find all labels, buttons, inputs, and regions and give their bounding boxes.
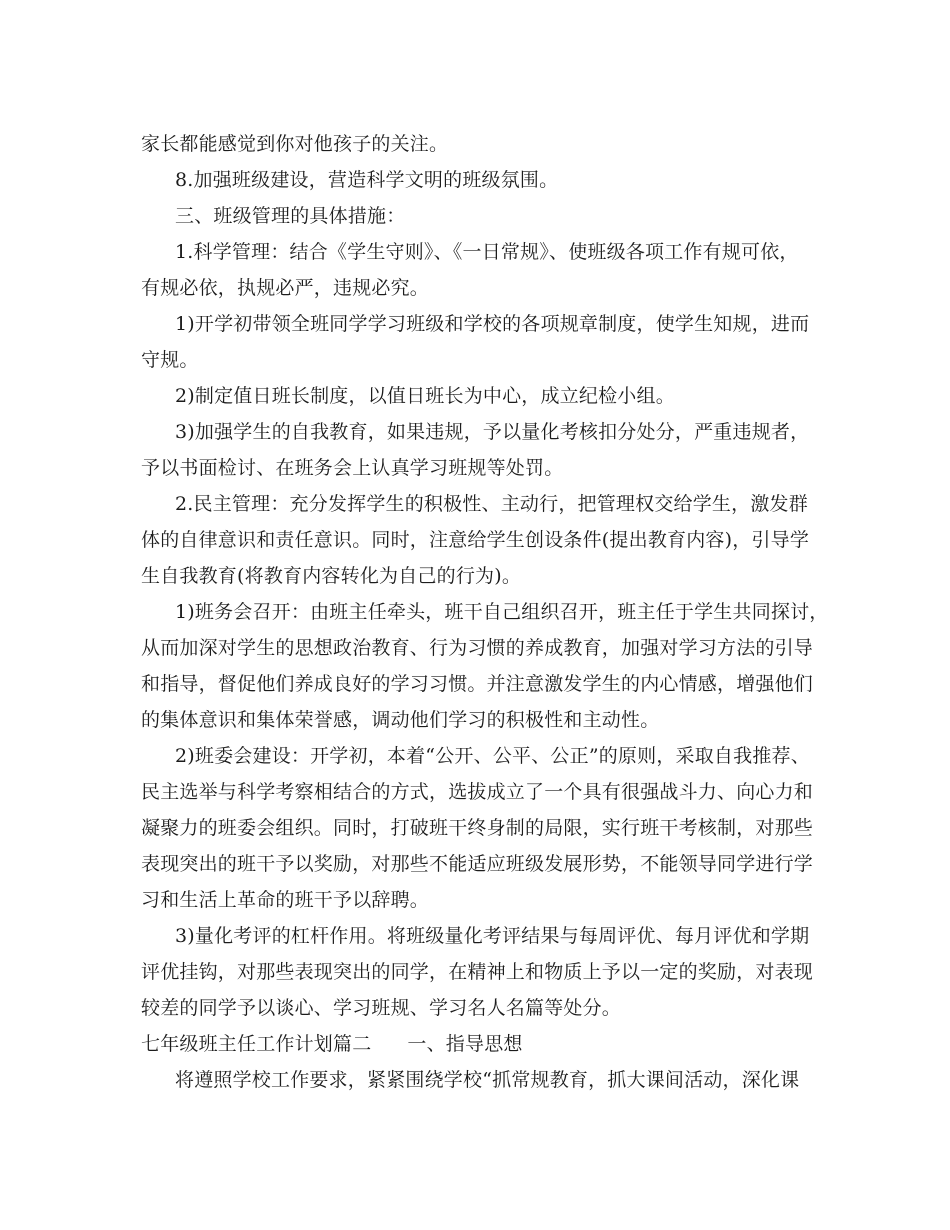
section-subtitle: 一、指导思想 <box>407 1033 523 1055</box>
paragraph-line: 3)量化考评的杠杆作用。将班级量化考评结果与每周评优、每月评优和学期 <box>175 925 810 947</box>
paragraph-line: 1)开学初带领全班同学学习班级和学校的各项规章制度，使学生知规，进而 <box>175 313 810 335</box>
section-heading-line <box>141 1026 809 1062</box>
paragraph-line: 8.加强班级建设，营造科学文明的班级氛围。 <box>175 169 559 191</box>
paragraph-line: 和指导，督促他们养成良好的学习习惯。并注意激发学生的内心情感，增强他们 <box>141 673 814 695</box>
paragraph-line: 表现突出的班干予以奖励，对那些不能适应班级发展形势，不能领导同学进行学 <box>141 853 814 875</box>
paragraph-line: 守规。 <box>141 349 199 371</box>
paragraph-line: 的集体意识和集体荣誉感，调动他们学习的积极性和主动性。 <box>141 709 660 731</box>
paragraph-line: 民主选举与科学考察相结合的方式，选拔成立了一个具有很强战斗力、向心力和 <box>141 781 814 803</box>
paragraph-line: 凝聚力的班委会组织。同时，打破班干终身制的局限，实行班干考核制，对那些 <box>141 817 814 839</box>
paragraph-line: 2)班委会建设：开学初，本着“公开、公平、公正”的原则，采取自我推荐、 <box>175 745 810 767</box>
paragraph-line: 较差的同学予以谈心、学习班规、学习名人名篇等处分。 <box>141 997 622 1019</box>
paragraph-line: 1)班务会召开：由班主任牵头，班干自己组织召开，班主任于学生共同探讨， <box>175 601 829 623</box>
document-body <box>141 126 829 1098</box>
paragraph-line: 有规必依，执规必严，违规必究。 <box>141 277 430 299</box>
paragraph-line: 体的自律意识和责任意识。同时，注意给学生创设条件(提出教育内容)，引导学 <box>141 529 810 551</box>
paragraph-line: 2)制定值日班长制度，以值日班长为中心，成立纪检小组。 <box>175 385 675 407</box>
paragraph-line: 2.民主管理：充分发挥学生的积极性、主动行，把管理权交给学生，激发群 <box>175 493 808 515</box>
section-title: 七年级班主任工作计划篇二 <box>141 1033 372 1055</box>
paragraph-line: 生自我教育(将教育内容转化为自己的行为)。 <box>141 565 522 587</box>
paragraph-line: 习和生活上革命的班干予以辞聘。 <box>141 889 430 911</box>
paragraph-line: 从而加深对学生的思想政治教育、行为习惯的养成教育，加强对学习方法的引导 <box>141 637 814 659</box>
paragraph-line: 予以书面检讨、在班务会上认真学习班规等处罚。 <box>141 457 564 479</box>
paragraph-line: 1.科学管理：结合《学生守则》、《一日常规》、使班级各项工作有规可依， <box>175 241 799 263</box>
paragraph-line: 将遵照学校工作要求，紧紧围绕学校“抓常规教育，抓大课间活动，深化课 <box>175 1069 800 1091</box>
paragraph-line: 家长都能感觉到你对他孩子的关注。 <box>141 133 449 155</box>
paragraph-line: 评优挂钩，对那些表现突出的同学，在精神上和物质上予以一定的奖励，对表现 <box>141 961 814 983</box>
paragraph-line: 3)加强学生的自我教育，如果违规，予以量化考核扣分处分，严重违规者， <box>175 421 810 443</box>
paragraph-line: 三、班级管理的具体措施： <box>175 205 406 227</box>
